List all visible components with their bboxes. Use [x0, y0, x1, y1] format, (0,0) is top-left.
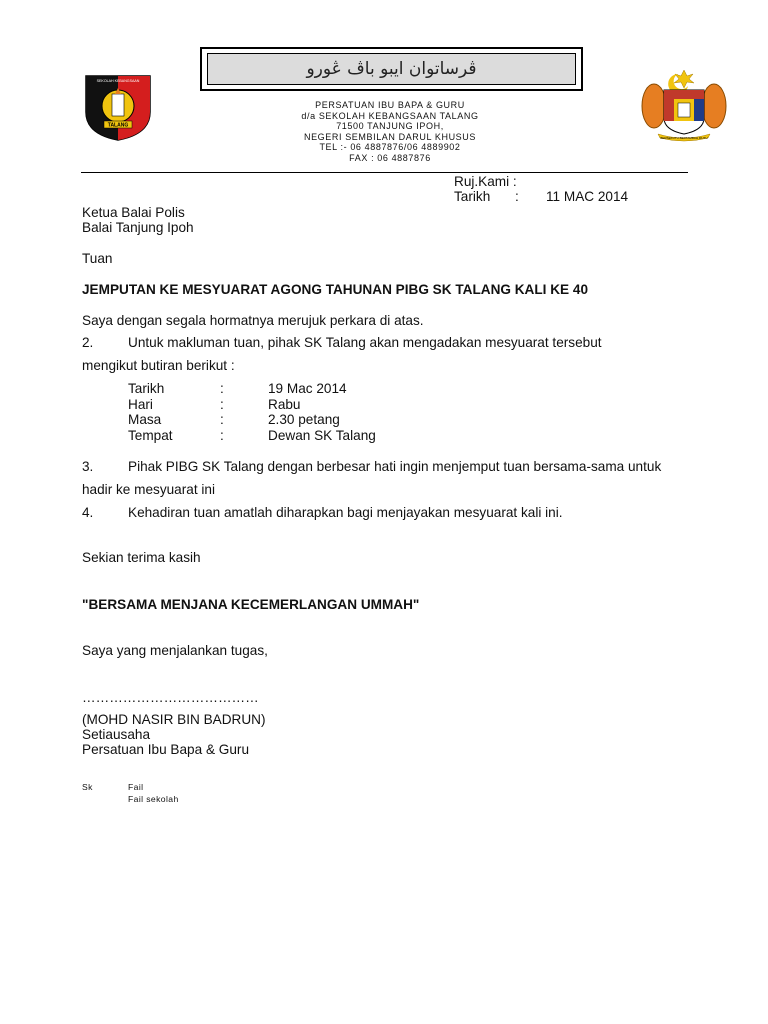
- detail-value: 2.30 petang: [268, 412, 340, 427]
- ref-tarikh-value: 11 MAC 2014: [546, 189, 629, 204]
- address-line-1: PERSATUAN IBU BAPA & GURU: [315, 100, 465, 110]
- detail-colon: :: [220, 428, 224, 443]
- ref-tarikh-colon: :: [515, 189, 519, 204]
- detail-label: Tempat: [128, 428, 173, 443]
- address-line-6: FAX : 06 4887876: [349, 152, 431, 163]
- signature-dots: …………………………………: [82, 690, 259, 705]
- school-logo-icon: [82, 72, 154, 142]
- salutation: Tuan: [82, 251, 113, 266]
- detail-label: Masa: [128, 412, 162, 427]
- signatory-title: Setiausaha: [82, 727, 151, 742]
- detail-label: Tarikh: [128, 381, 165, 396]
- letterhead-banner: [200, 47, 583, 91]
- signatory-name: (MOHD NASIR BIN BADRUN): [82, 712, 266, 727]
- para-4-number: 4.: [82, 505, 94, 520]
- cc-label: Sk: [82, 782, 93, 792]
- recipient-line-1: Ketua Balai Polis: [82, 205, 185, 220]
- address-line-3: 71500 TANJUNG IPOH,: [336, 121, 444, 132]
- school-name-label: TALANG: [107, 122, 129, 129]
- detail-colon: :: [220, 381, 224, 396]
- para-3-number: 3.: [82, 459, 94, 474]
- banner-jawi-text: ڤرساتوان ايبو باڤ ڠورو: [306, 59, 477, 79]
- detail-label: Hari: [128, 397, 153, 412]
- detail-colon: :: [220, 397, 224, 412]
- letterhead-divider: [81, 172, 688, 173]
- address-line-2: d/a SEKOLAH KEBANGSAAN TALANG: [301, 110, 479, 121]
- body-intro: Saya dengan segala hormatnya merujuk perkara di atas.: [82, 313, 424, 328]
- detail-value: Rabu: [268, 397, 301, 412]
- crest-motto: BERSEKUTU BERTAMBAH MUTU: [660, 136, 708, 140]
- motto-line: "BERSAMA MENJANA KECEMERLANGAN UMMAH": [82, 597, 420, 612]
- detail-colon: :: [220, 412, 224, 427]
- cc-item: Fail sekolah: [128, 794, 179, 804]
- government-crest-icon: [638, 66, 730, 144]
- letterhead-address: [240, 100, 540, 163]
- closing-line: Sekian terima kasih: [82, 550, 201, 565]
- detail-value: 19 Mac 2014: [268, 381, 347, 396]
- address-line-5: TEL :- 06 4887876/06 4889902: [319, 142, 461, 153]
- banner-inner-frame: [207, 53, 576, 85]
- detail-value: Dewan SK Talang: [268, 428, 376, 443]
- signatory-org: Persatuan Ibu Bapa & Guru: [82, 742, 250, 757]
- recipient-line-2: Balai Tanjung Ipoh: [82, 220, 194, 235]
- ref-tarikh-label: Tarikh: [454, 189, 491, 204]
- ref-ruj-label: Ruj.Kami :: [454, 174, 517, 189]
- para-2-line-1: Untuk makluman tuan, pihak SK Talang akan mengadakan mesyuarat tersebut: [128, 335, 602, 350]
- cc-item: Fail: [128, 782, 144, 792]
- letter-subject: JEMPUTAN KE MESYUARAT AGONG TAHUNAN PIBG SK TALANG KALI KE 40: [82, 282, 589, 297]
- address-line-4: NEGERI SEMBILAN DARUL KHUSUS: [303, 131, 476, 142]
- duty-line: Saya yang menjalankan tugas,: [82, 643, 268, 658]
- para-2-number: 2.: [82, 335, 94, 350]
- para-3-line-2: hadir ke mesyuarat ini: [82, 482, 215, 497]
- para-4-text: Kehadiran tuan amatlah diharapkan bagi menjayakan mesyuarat kali ini.: [128, 505, 563, 520]
- para-3-line-1: Pihak PIBG SK Talang dengan berbesar hati ingin menjemput tuan bersama-sama untuk: [128, 459, 662, 474]
- para-2-line-2: mengikut butiran berikut :: [82, 358, 235, 373]
- school-logo-text: SEKOLAH KEBANGSAAN: [96, 79, 140, 83]
